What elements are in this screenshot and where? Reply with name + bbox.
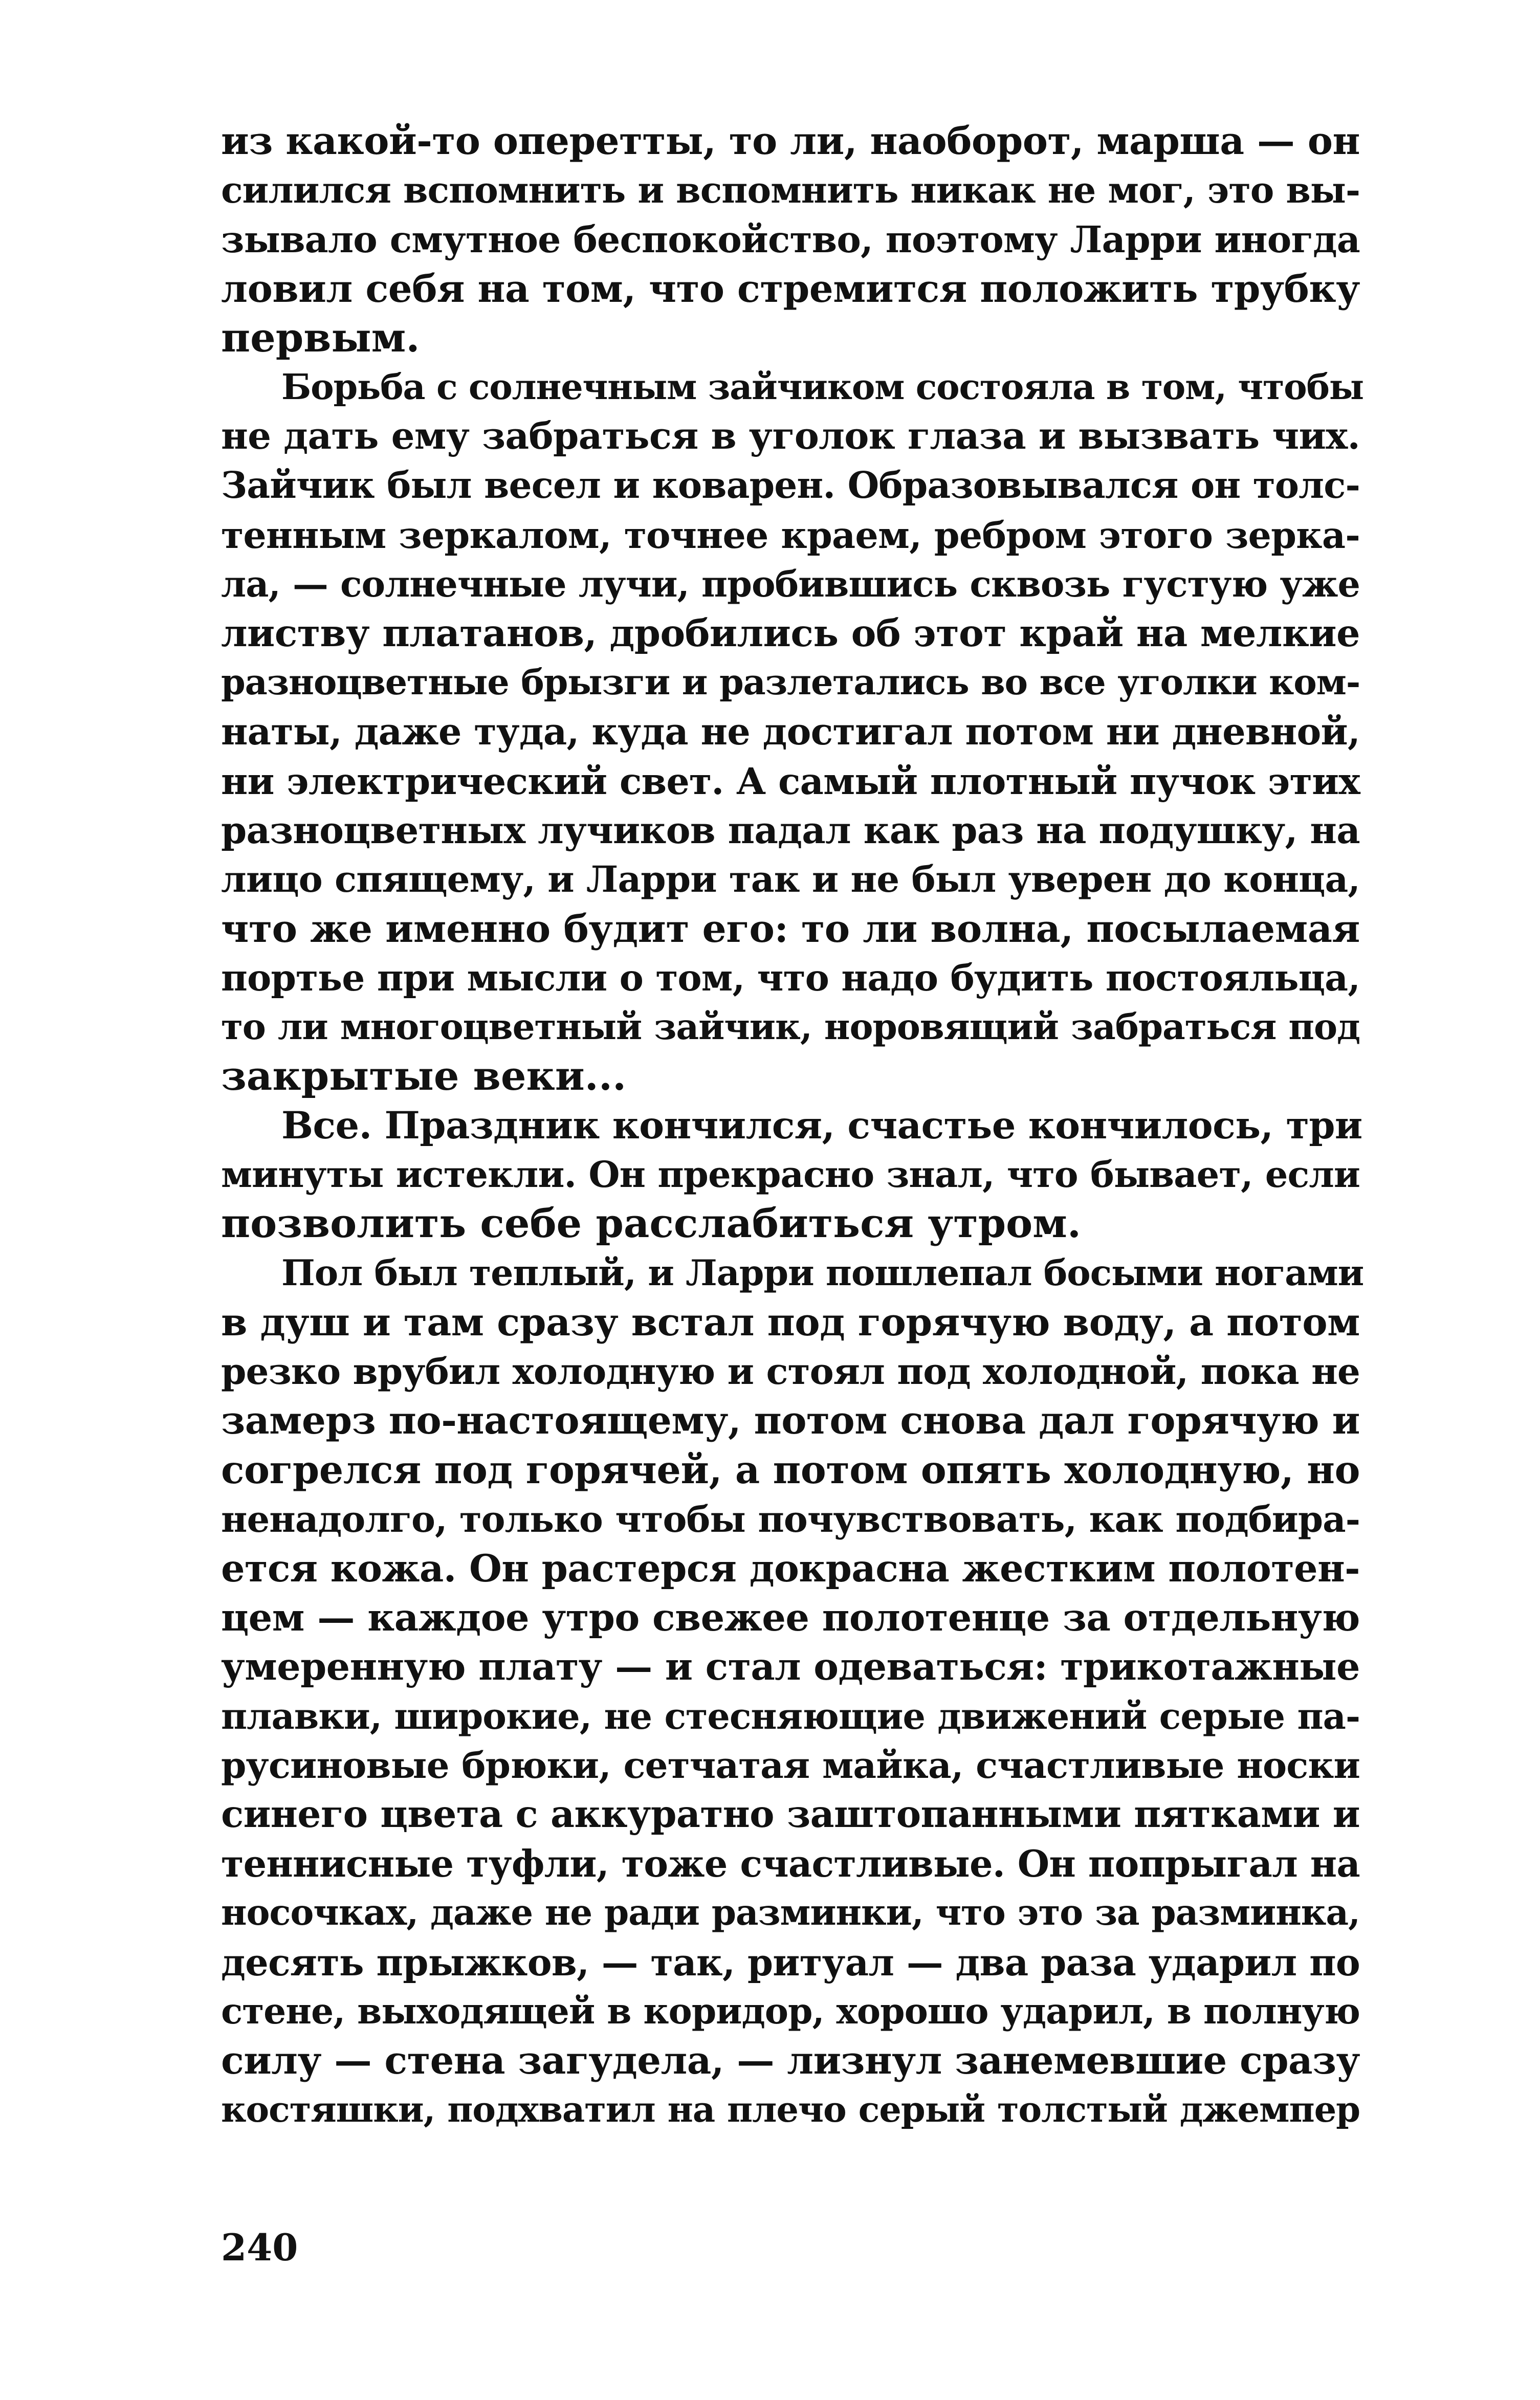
text-line: не дать ему забраться в уголок глаза и вызвать чих. — [221, 414, 1360, 458]
text-line: замерз по-настоящему, потом снова дал горячую и — [221, 1399, 1360, 1443]
paragraph — [221, 1249, 1364, 2135]
text-line: в душ и там сразу встал под горячую воду, а потом — [221, 1300, 1360, 1345]
text-line: носочках, даже не ради разминки, что это за разминка, — [221, 1892, 1360, 1934]
text-line: то ли многоцветный зайчик, норовящий забраться под — [221, 1006, 1360, 1048]
text-line: закрытые веки... — [221, 1052, 627, 1099]
text-line: костяшки, подхватил на плечо серый толстый джемпер — [221, 2089, 1360, 2131]
text-line: резко врубил холодную и стоял под холодной, пока не — [221, 1350, 1360, 1393]
text-line: стене, выходящей в коридор, хорошо ударил, в полную — [221, 1990, 1360, 2032]
text-line: портье при мысли о том, что надо будить постояльца, — [221, 956, 1360, 1000]
text-line: теннисные туфли, тоже счастливые. Он попрыгал на — [221, 1842, 1360, 1886]
paragraph — [221, 363, 1363, 1101]
text-line: согрелся под горячей, а потом опять холодную, но — [221, 1447, 1360, 1493]
text-line: ни электрический свет. А самый плотный пучок этих — [221, 759, 1360, 803]
text-line: разноцветные брызги и разлетались во все уголки ком- — [221, 662, 1360, 703]
text-line: Борьба с солнечным зайчиком состояла в том, чтобы — [281, 367, 1363, 408]
text-line: силу — стена загудела, — лизнул занемевшие сразу — [221, 2038, 1360, 2083]
text-line: синего цвета с аккуратно заштопанными пятками и — [221, 1792, 1360, 1836]
text-line: умеренную плату — и стал одеваться: трикотажные — [221, 1645, 1360, 1689]
text-line: ется кожа. Он растерся докрасна жестким полотен- — [221, 1546, 1360, 1591]
text-line: ла, — солнечные лучи, пробившись сквозь густую уже — [221, 563, 1360, 605]
text-line: разноцветных лучиков падал как раз на подушку, на — [221, 808, 1360, 852]
text-line: Все. Праздник кончился, счастье кончилось, три — [281, 1104, 1362, 1148]
text-line: первым. — [221, 314, 420, 361]
text-line: русиновые брюки, сетчатая майка, счастливые носки — [221, 1744, 1360, 1787]
text-line: из какой-то оперетты, то ли, наоборот, марша — он — [221, 119, 1360, 163]
text-line: листву платанов, дробились об этот край на мелкие — [221, 611, 1360, 656]
text-line: минуты истекли. Он прекрасно знал, что бывает, если — [221, 1153, 1360, 1196]
text-line: Пол был теплый, и Ларри пошлепал босыми ногами — [281, 1252, 1364, 1294]
text-line: плавки, широкие, не стесняющие движений серые па- — [221, 1695, 1360, 1737]
text-line: наты, даже туда, куда не достигал потом ни дневной, — [221, 710, 1360, 754]
text-line: ловил себя на том, что стремится положить трубку — [221, 267, 1360, 311]
text-line: позволить себе расслабиться утром. — [221, 1200, 1082, 1247]
text-line: десять прыжков, — так, ритуал — два раза ударил по — [221, 1941, 1360, 1984]
text-line: ненадолго, только чтобы почувствовать, как подбира- — [221, 1498, 1360, 1540]
text-line: цем — каждое утро свежее полотенце за отдельную — [221, 1596, 1360, 1640]
body-text — [221, 117, 1364, 2134]
paragraph — [221, 1101, 1360, 1249]
text-line: что же именно будит его: то ли волна, посылаемая — [221, 906, 1360, 952]
text-line: лицо спящему, и Ларри так и не был уверен до конца, — [221, 858, 1360, 901]
text-line: тенным зеркалом, точнее краем, ребром этого зерка- — [221, 513, 1360, 557]
paragraph — [221, 117, 1360, 363]
text-line: силился вспомнить и вспомнить никак не мог, это вы- — [221, 169, 1360, 212]
page-number: 240 — [221, 2226, 298, 2269]
text-line: зывало смутное беспокойство, поэтому Ларри иногда — [221, 218, 1360, 261]
text-line: Зайчик был весел и коварен. Образовывался он толс- — [221, 464, 1360, 507]
